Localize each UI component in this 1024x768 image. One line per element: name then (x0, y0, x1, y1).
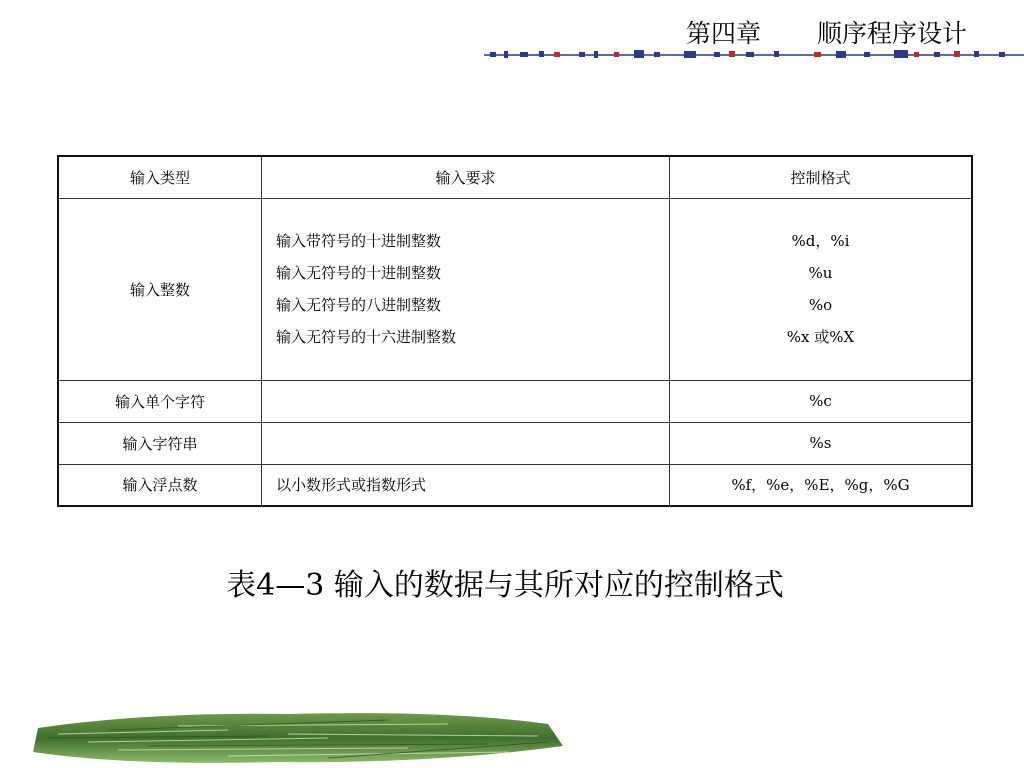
table-header-row (58, 156, 972, 198)
slide-header-title (686, 18, 986, 50)
table-row (58, 464, 972, 506)
format-cell (670, 198, 973, 380)
table-row (58, 380, 972, 422)
format-table-container (57, 155, 973, 506)
format-cell: %s (670, 422, 973, 464)
type-cell: 输入单个字符 (58, 380, 262, 422)
chapter-label: 第四章 (686, 19, 762, 48)
table-row (58, 422, 972, 464)
format-cell: %f，%e，%E，%g，%G (670, 464, 973, 506)
format-line: %d，%i (791, 232, 850, 250)
table-caption: 表4—3 输入的数据与其所对应的控制格式 (226, 568, 784, 603)
format-table (57, 155, 973, 507)
column-header-type: 输入类型 (58, 156, 262, 198)
format-line: %x 或%X (786, 328, 855, 346)
type-cell: 输入字符串 (58, 422, 262, 464)
type-cell: 输入整数 (58, 198, 262, 380)
requirement-line: 输入带符号的十进制整数 (276, 232, 442, 250)
chapter-title: 顺序程序设计 (817, 19, 968, 48)
requirement-cell: 以小数形式或指数形式 (262, 464, 670, 506)
requirement-cell (262, 380, 670, 422)
requirement-line: 输入无符号的十进制整数 (276, 264, 442, 282)
table-row (58, 198, 972, 380)
column-header-format: 控制格式 (670, 156, 973, 198)
requirement-cell (262, 198, 670, 380)
type-cell: 输入浮点数 (58, 464, 262, 506)
format-cell: %c (670, 380, 973, 422)
requirement-line: 输入无符号的十六进制整数 (276, 328, 457, 346)
requirement-line: 输入无符号的八进制整数 (276, 296, 442, 314)
format-line: %o (808, 296, 833, 314)
requirement-cell (262, 422, 670, 464)
column-header-requirement: 输入要求 (262, 156, 670, 198)
format-line: %u (808, 264, 833, 282)
header-decorative-rule (484, 48, 1024, 62)
decorative-grass-image (28, 706, 568, 768)
